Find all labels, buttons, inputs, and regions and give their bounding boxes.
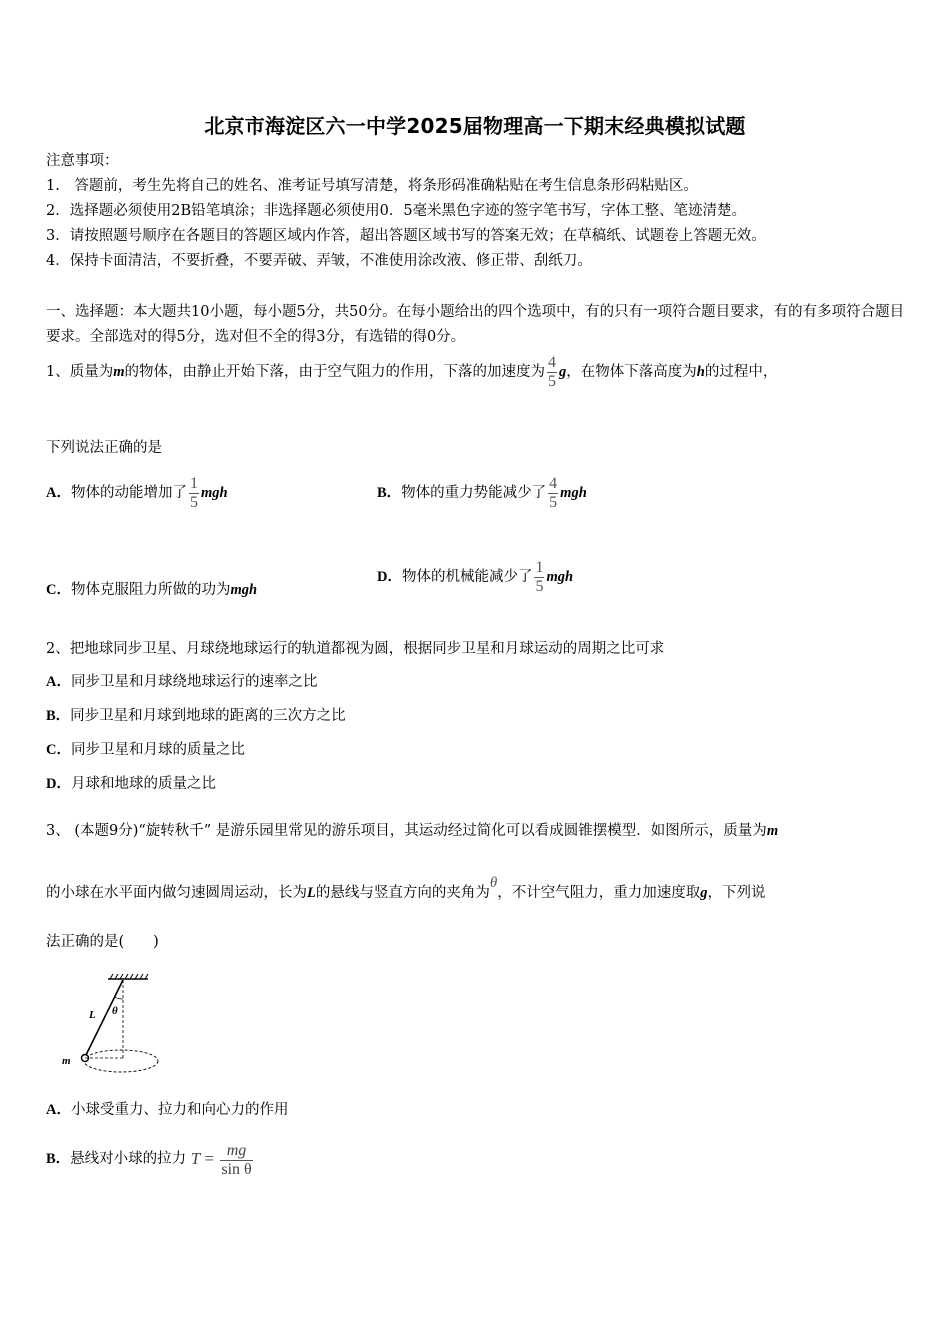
q1-frac-den: 5 (548, 372, 557, 390)
option-var: mgh (546, 569, 574, 585)
q3-text-1: 3、 (本题9分)“旋转秋千” 是游乐园里常见的游乐项目，其运动经过简化可以看成圆锥摆模型．如图所示，质量为 (46, 823, 767, 839)
q1-option-b[interactable] (377, 473, 587, 513)
option-text: 悬线对小球的拉力 (70, 1151, 187, 1167)
option-var: mgh (230, 582, 258, 598)
page-title: 北京市海淀区六一中学2025届物理高一下期末经典模拟试题 (204, 114, 746, 138)
q1-accel-fraction (547, 354, 557, 391)
option-text: 小球受重力、拉力和向心力的作用 (70, 1102, 289, 1118)
tension-formula (191, 1138, 255, 1180)
option-letter: A． (46, 674, 71, 690)
frac-num: 1 (535, 558, 544, 576)
option-letter: B． (46, 708, 71, 724)
q1-var-g: g (559, 364, 567, 380)
frac-num: 1 (189, 474, 198, 492)
q1-stem-line2: 下列说法正确的是 (46, 440, 162, 456)
q2-option-a[interactable] (46, 672, 317, 692)
option-letter: A． (46, 485, 71, 501)
q3-stem-line1 (46, 821, 778, 841)
notice-item-4: 4．保持卡面清洁，不要折叠，不要弄破、弄皱，不准使用涂改液、修正带、刮纸刀。 (46, 253, 592, 269)
option-text: 同步卫星和月球的质量之比 (70, 742, 245, 758)
notice-item-3: 3．请按照题号顺序在各题目的答题区域内作答，超出答题区域书写的答案无效；在草稿纸、试题卷上答题无效。 (46, 228, 766, 244)
notice-heading: 注意事项： (46, 153, 119, 169)
q3-text-2c: ，不计空气阻力，重力加速度取 (497, 885, 701, 901)
option-fraction (548, 475, 558, 512)
q1-text-4: 的过程中， (704, 364, 778, 380)
q3-option-a[interactable] (46, 1100, 288, 1120)
notice-item-1: 1. 答题前，考生先将自己的姓名、准考证号填写清楚，将条形码准确粘贴在考生信息条形码粘贴区。 (46, 178, 698, 194)
frac-den: 5 (535, 577, 544, 595)
q2-option-b[interactable] (46, 706, 346, 726)
option-text: 物体克服阻力所做的功为 (70, 582, 231, 598)
q1-text-1: 1、质量为 (46, 364, 114, 380)
q3-text-2d: ，下列说 (707, 885, 766, 901)
angle-arc (115, 997, 123, 999)
formula-fraction (220, 1142, 252, 1179)
option-var: mgh (200, 485, 228, 501)
q1-text-3: ，在物体下落高度为 (566, 364, 697, 380)
frac-num: 4 (549, 474, 558, 492)
frac-den: 5 (549, 493, 558, 511)
q2-stem: 2、把地球同步卫星、月球绕地球运行的轨道都视为圆，根据同步卫星和月球运动的周期之比可求 (46, 641, 665, 657)
frac-den: 5 (189, 493, 198, 511)
q1-frac-num: 4 (548, 353, 557, 371)
section-intro: 一、选择题：本大题共10小题，每小题5分，共50分。在每小题给出的四个选项中，有的只有一项符合题目要求，有的有多项符合题目要求。全部选对的得5分，选对但不全的得3分，有选错的得0分。 (46, 304, 905, 345)
label-theta: θ (112, 1005, 118, 1017)
option-fraction (534, 559, 544, 596)
option-text: 同步卫星和月球绕地球运行的速率之比 (70, 674, 318, 690)
formula-lhs: T (190, 1149, 201, 1168)
option-letter: D． (377, 569, 402, 585)
option-text: 同步卫星和月球到地球的距离的三次方之比 (70, 708, 346, 724)
q1-text-2: 的物体，由静止开始下落，由于空气阻力的作用，下落的加速度为 (124, 364, 546, 380)
formula-eq: = (204, 1149, 215, 1168)
q2-option-c[interactable] (46, 740, 245, 760)
option-text: 物体的动能增加了 (70, 485, 187, 501)
option-letter: C． (46, 582, 71, 598)
label-m: m (62, 1055, 71, 1067)
option-letter: C． (46, 742, 71, 758)
conical-pendulum-figure (58, 973, 168, 1083)
option-letter: A． (46, 1102, 71, 1118)
option-letter: B． (377, 485, 402, 501)
option-letter: B． (46, 1151, 71, 1167)
notice-item-2: 2．选择题必须使用2B铅笔填涂；非选择题必须使用0．5毫米黑色字迹的签字笔书写，字体工整、笔迹清楚。 (46, 203, 747, 219)
frac-den: sin θ (221, 1160, 252, 1178)
q3-text-2b: 的悬线与竖直方向的夹角为 (315, 885, 490, 901)
q3-var-L: L (307, 885, 316, 901)
q1-option-a[interactable] (46, 473, 228, 513)
option-text: 物体的重力势能减少了 (401, 485, 547, 501)
q2-option-d[interactable] (46, 774, 216, 794)
option-text: 月球和地球的质量之比 (70, 776, 216, 792)
option-letter: D． (46, 776, 71, 792)
q1-var-m: m (113, 364, 125, 380)
option-text: 物体的机械能减少了 (401, 569, 533, 585)
q1-option-d[interactable] (377, 557, 573, 597)
q3-theta-symbol: θ (489, 875, 498, 891)
q3-stem-line2 (46, 875, 766, 903)
q3-text-2a: 的小球在水平面内做匀速圆周运动，长为 (46, 885, 307, 901)
q1-option-c[interactable] (46, 580, 257, 600)
circular-path-ellipse (84, 1050, 158, 1072)
label-L: L (89, 1009, 96, 1021)
q3-var-m: m (766, 823, 779, 839)
q3-stem-line3: 法正确的是( ) (46, 934, 159, 950)
q1-stem (46, 352, 777, 392)
q1-var-h: h (696, 364, 705, 380)
option-fraction (189, 475, 199, 512)
option-var: mgh (560, 485, 587, 501)
frac-num: mg (226, 1141, 247, 1159)
q3-var-g: g (700, 885, 708, 901)
q3-option-b[interactable] (46, 1138, 255, 1180)
